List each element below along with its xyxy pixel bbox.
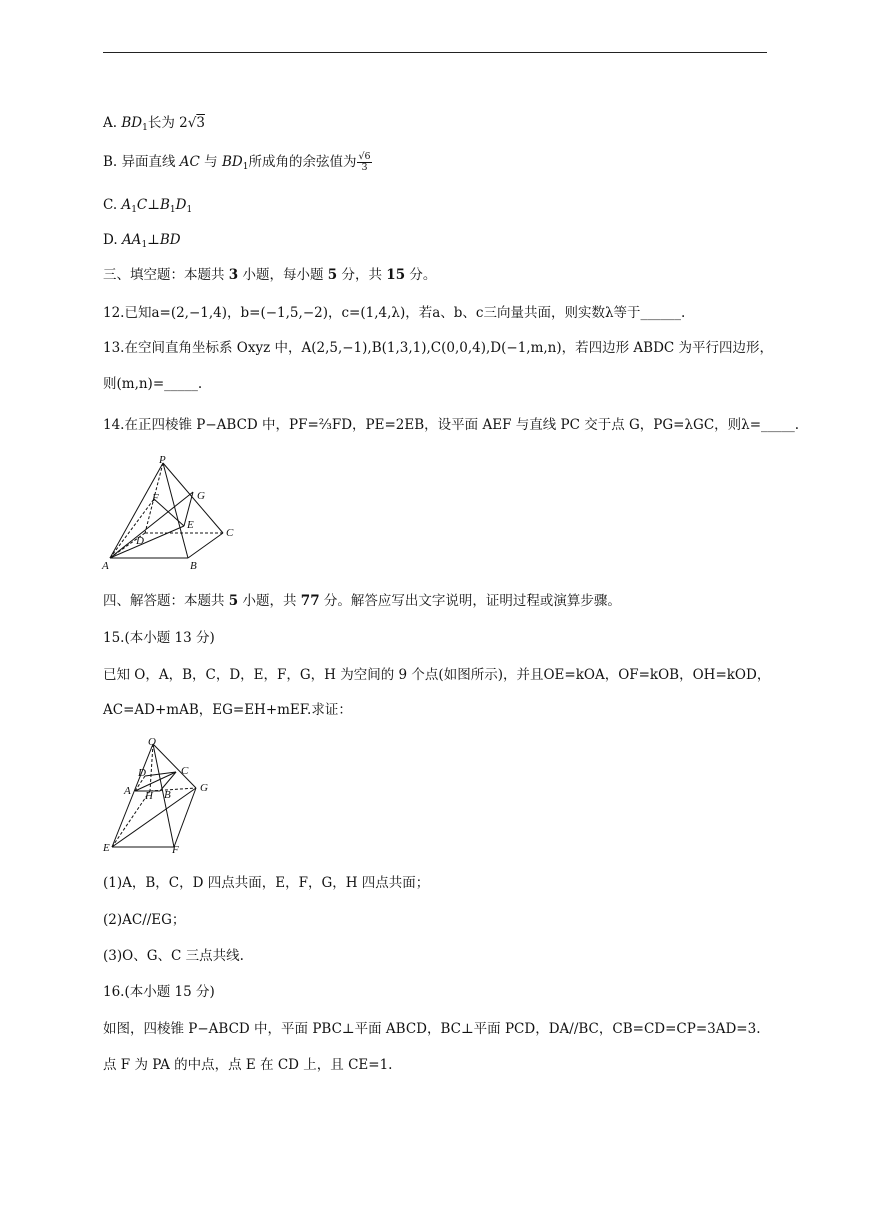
label-o: O [148, 736, 156, 748]
label-d: D [138, 767, 146, 779]
label-g: G [200, 782, 208, 794]
question-16-line1: 如图，四棱锥 P−ABCD 中，平面 PBC⊥平面 ABCD，BC⊥平面 PCD，DA//BC，CB=CD=CP=3AD=3. [103, 1021, 761, 1037]
option-d: D. $AA_1\perp BD$ [103, 232, 181, 250]
label-a: A [124, 785, 131, 797]
question-15-part3: (3)O、G、C 三点共线. [103, 948, 244, 964]
option-a: A. $BD_1$长为 2√3 [103, 115, 205, 133]
label-a: A [102, 560, 109, 572]
label-h: H [145, 790, 153, 802]
question-15-line2: AC=AD+mAB，EG=EH+mEF.求证： [103, 702, 352, 718]
question-16-heading: 16.(本小题 15 分) [103, 984, 215, 1000]
question-14: 14.在正四棱锥 P−ABCD 中，PF=⅔FD，PE=2EB，设平面 AEF 与直线 PC 交于点 G，PG=λGC，则λ=_____. [103, 417, 800, 433]
label-b: B [190, 560, 197, 572]
figure-q15 [100, 736, 220, 856]
question-15-part2: (2)AC//EG； [103, 912, 186, 928]
question-15-line1: 已知 O，A，B，C，D，E，F，G，H 为空间的 9 个点(如图所示)，并且OE=kOA，OF=kOB，OH=kOD， [103, 667, 771, 683]
option-b: B. 异面直线 AC 与 $BD_1$所成角的余弦值为 $\frac{√6}{3}$ [103, 151, 371, 173]
section-4-heading: 四、解答题：本题共 5 小题，共 77 分。解答应写出文字说明，证明过程或演算步骤。 [103, 593, 621, 609]
question-15-part1: (1)A，B，C，D 四点共面，E，F，G，H 四点共面； [103, 875, 430, 891]
question-16-line2: 点 F 为 PA 的中点，点 E 在 CD 上，且 CE=1. [103, 1057, 393, 1073]
pyramid-figure-q14 [100, 455, 245, 575]
label-g: G [197, 490, 205, 502]
label-f: F [172, 844, 179, 856]
label-e: E [187, 519, 194, 531]
header-rule [103, 52, 767, 53]
label-c: C [226, 527, 234, 539]
label-b: B [164, 789, 171, 801]
sqrt-sign: √ [187, 115, 197, 131]
option-c: C. $A_1C\perp B_1D_1$ [103, 197, 193, 215]
label-p: P [159, 455, 166, 466]
fraction-sqrt6-over-3: $\frac{√6}{3}$ [358, 151, 371, 173]
label-c: C [181, 765, 189, 777]
label-e: E [103, 842, 110, 854]
question-15-heading: 15.(本小题 13 分) [103, 630, 215, 646]
section-3-heading: 三、填空题：本题共 3 小题，每小题 5 分，共 15 分。 [103, 267, 437, 283]
question-13-line2: 则(m,n)=_____. [103, 376, 203, 392]
label-f: F [152, 492, 159, 504]
question-12: 12.已知a=(2,−1,4)，b=(−1,5,−2)，c=(1,4,λ)，若a、b、c三向量共面，则实数λ等于______. [103, 305, 686, 321]
question-13-line1: 13.在空间直角坐标系 Oxyz 中，A(2,5,−1),B(1,3,1),C(0,0,4),D(−1,m,n)，若四边形 ABDC 为平行四边形， [103, 340, 774, 356]
label-d: D [136, 535, 144, 547]
